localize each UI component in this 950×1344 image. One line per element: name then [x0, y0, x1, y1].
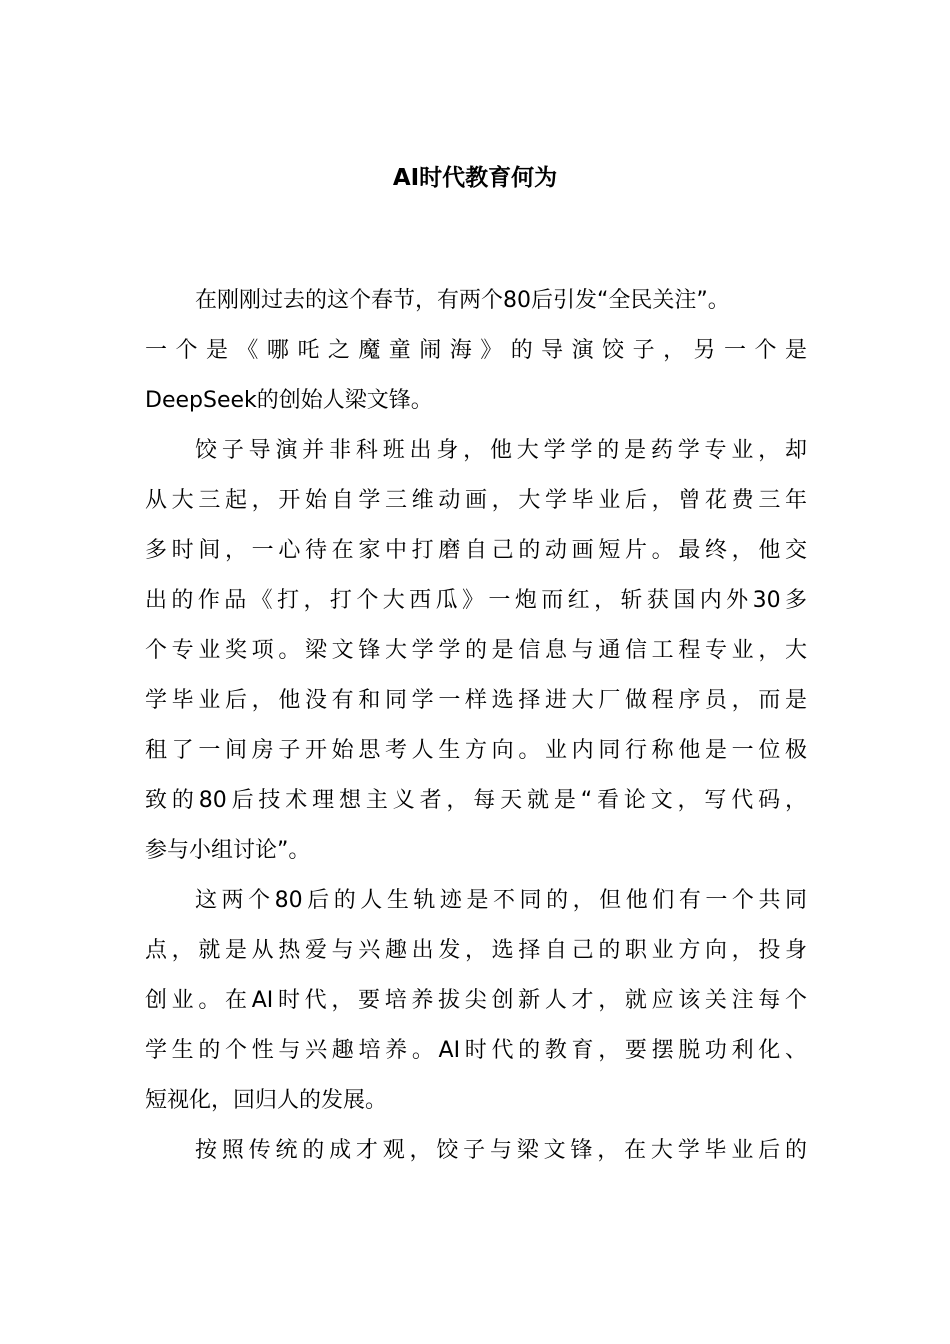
text-line: 个专业奖项。梁文锋大学学的是信息与通信工程专业，大: [145, 638, 807, 663]
text-line: 饺子导演并非科班出身，他大学学的是药学专业，却: [195, 438, 807, 463]
text-line: 租了一间房子开始思考人生方向。业内同行称他是一位极: [145, 738, 807, 763]
text-line: 短视化，回归人的发展。: [145, 1088, 388, 1113]
text-line: 点，就是从热爱与兴趣出发，选择自己的职业方向，投身: [145, 938, 807, 963]
text-line: 参与小组讨论”。: [145, 838, 311, 863]
text-line: 致的80后技术理想主义者，每天就是“看论文，写代码，: [145, 788, 807, 813]
text-line: 学生的个性与兴趣培养。AI时代的教育，要摆脱功利化、: [145, 1038, 807, 1063]
text-line: 学毕业后，他没有和同学一样选择进大厂做程序员，而是: [145, 688, 807, 713]
page-title: AI时代教育何为: [392, 165, 558, 191]
text-line: 创业。在AI时代，要培养拔尖创新人才，就应该关注每个: [145, 988, 807, 1013]
text-line: 这两个80后的人生轨迹是不同的，但他们有一个共同: [195, 888, 807, 913]
text-line: 从大三起，开始自学三维动画，大学毕业后，曾花费三年: [145, 488, 807, 513]
text-line: 一个是《哪吒之魔童闹海》的导演饺子，另一个是: [145, 338, 807, 363]
text-line: 出的作品《打，打个大西瓜》一炮而红，斩获国内外30多: [145, 588, 807, 613]
text-line: 在刚刚过去的这个春节，有两个80后引发“全民关注”。: [195, 288, 730, 313]
text-line: 多时间，一心待在家中打磨自己的动画短片。最终，他交: [145, 538, 807, 563]
text-line: DeepSeek的创始人梁文锋。: [145, 388, 433, 413]
text-line: 按照传统的成才观，饺子与梁文锋，在大学毕业后的: [195, 1138, 807, 1163]
